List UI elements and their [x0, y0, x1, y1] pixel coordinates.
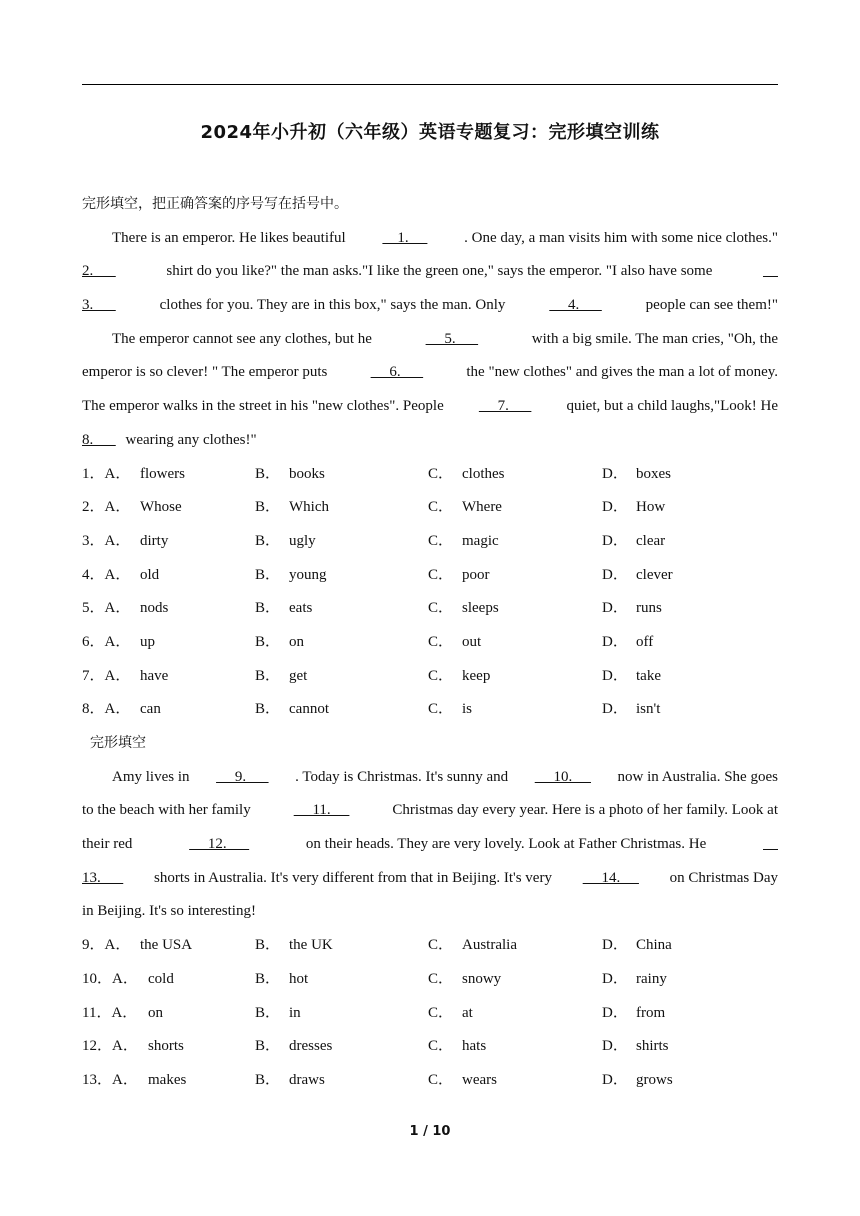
option-d: How	[636, 499, 666, 516]
question-number: 6．A．	[82, 633, 131, 650]
option-d-letter: D．	[602, 970, 628, 987]
option-a: on	[148, 1004, 163, 1021]
option-d: off	[636, 633, 654, 650]
blank-10: 10.	[534, 768, 591, 785]
passage-line: to the beach with her family 11. Christmas day every year. Here is a photo of her family. Look at	[82, 794, 778, 828]
option-d: shirts	[636, 1038, 669, 1055]
blank-7: 7.	[478, 398, 532, 415]
passage-line: Amy lives in 9. . Today is Christmas. It's sunny and 10. now in Australia. She goes	[82, 761, 778, 795]
option-c: snowy	[462, 970, 502, 987]
option-d-letter: D．	[602, 499, 628, 516]
question-number: 3．A．	[82, 532, 131, 549]
option-d: rainy	[636, 970, 667, 987]
question-number: 7．A．	[82, 667, 131, 684]
blank-3: 3.	[82, 297, 116, 314]
blank-12: 12.	[189, 836, 250, 853]
option-b: young	[289, 566, 327, 583]
question-number: 8．A．	[82, 701, 131, 718]
option-row	[82, 693, 778, 727]
question-number: 1．A．	[82, 465, 131, 482]
option-c-letter: C．	[428, 465, 454, 482]
blank-13-start	[763, 828, 778, 862]
option-b: on	[289, 633, 304, 650]
option-c-letter: C．	[428, 701, 454, 718]
question-number: 13．A．	[82, 1071, 138, 1088]
option-b-letter: B．	[255, 600, 281, 617]
option-c-letter: C．	[428, 667, 454, 684]
options-list	[82, 458, 778, 728]
passage-line: 2. shirt do you like?" the man asks."I like the green one," says the emperor. "I also have some	[82, 255, 778, 289]
question-number: 5．A．	[82, 600, 131, 617]
option-d-letter: D．	[602, 701, 628, 718]
option-c: Australia	[462, 937, 517, 954]
option-b-letter: B．	[255, 667, 281, 684]
option-c: hats	[462, 1038, 487, 1055]
blank-9: 9.	[216, 768, 269, 785]
blank-3-start	[763, 255, 778, 289]
option-c: sleeps	[462, 600, 499, 617]
blank-5: 5.	[425, 330, 479, 347]
option-row	[82, 491, 778, 525]
option-a: flowers	[140, 465, 185, 482]
option-row	[82, 660, 778, 694]
option-b-letter: B．	[255, 1071, 281, 1088]
header-rule	[82, 84, 778, 85]
option-d-letter: D．	[602, 532, 628, 549]
passage-line: 3. clothes for you. They are in this box," says the man. Only 4. people can see them!"	[82, 289, 778, 323]
blank-8: 8.	[82, 431, 116, 448]
blank-1: 1.	[382, 229, 428, 246]
option-d-letter: D．	[602, 633, 628, 650]
page-title: 2024年小升初（六年级）英语专题复习：完形填空训练	[200, 122, 660, 143]
option-a: have	[140, 667, 169, 684]
option-d: from	[636, 1004, 666, 1021]
passage-line: 8. wearing any clothes!"	[82, 431, 257, 448]
option-d-letter: D．	[602, 1038, 628, 1055]
option-c-letter: C．	[428, 1038, 454, 1055]
question-number: 4．A．	[82, 566, 131, 583]
option-b: eats	[289, 600, 313, 617]
option-c-letter: C．	[428, 1071, 454, 1088]
blank-13: 13.	[82, 869, 124, 886]
option-row	[82, 525, 778, 559]
option-d: grows	[636, 1071, 673, 1088]
passage-line: their red 12. on their heads. They are very lovely. Look at Father Christmas. He	[82, 828, 778, 862]
option-a: old	[140, 566, 160, 583]
passage-line: 13. shorts in Australia. It's very different from that in Beijing. It's very 14. on Christmas Day	[82, 862, 778, 896]
question-number: 9．A．	[82, 937, 131, 954]
option-c-letter: C．	[428, 499, 454, 516]
option-a: nods	[140, 600, 169, 617]
option-c: clothes	[462, 465, 505, 482]
option-c: at	[462, 1004, 473, 1021]
exercise-1	[82, 188, 778, 1098]
option-a: Whose	[140, 499, 182, 516]
option-b-letter: B．	[255, 937, 281, 954]
option-b: dresses	[289, 1038, 333, 1055]
option-a: makes	[148, 1071, 187, 1088]
option-row	[82, 592, 778, 626]
blank-11: 11.	[293, 802, 350, 819]
option-c-letter: C．	[428, 600, 454, 617]
question-number: 2．A．	[82, 499, 131, 516]
option-b: cannot	[289, 701, 329, 718]
option-c: out	[462, 633, 482, 650]
option-a: cold	[148, 970, 174, 987]
option-c-letter: C．	[428, 532, 454, 549]
option-c: keep	[462, 667, 491, 684]
option-row	[82, 1064, 778, 1098]
passage-line: The emperor walks in the street in his "new clothes". People 7. quiet, but a child laughs,"Look! He	[82, 390, 778, 424]
option-d-letter: D．	[602, 600, 628, 617]
option-d-letter: D．	[602, 465, 628, 482]
option-row	[82, 559, 778, 593]
option-b: ugly	[289, 532, 316, 549]
passage-line: The emperor cannot see any clothes, but he 5. with a big smile. The man cries, "Oh, the	[82, 323, 778, 357]
question-number: 11．A．	[82, 1004, 138, 1021]
option-b: the UK	[289, 937, 333, 954]
option-row	[82, 963, 778, 997]
option-d: China	[636, 937, 672, 954]
option-b-letter: B．	[255, 633, 281, 650]
option-a: the USA	[140, 937, 193, 954]
option-b-letter: B．	[255, 970, 281, 987]
option-a: up	[140, 633, 155, 650]
option-row	[82, 1030, 778, 1064]
option-b: in	[289, 1004, 301, 1021]
passage-line: in Beijing. It's so interesting!	[82, 903, 256, 920]
passage-line: There is an emperor. He likes beautiful 1. . One day, a man visits him with some nice clothes."	[82, 222, 778, 256]
option-c: magic	[462, 532, 499, 549]
option-d-letter: D．	[602, 1004, 628, 1021]
option-b-letter: B．	[255, 1038, 281, 1055]
option-row	[82, 929, 778, 963]
option-b: Which	[289, 499, 329, 516]
question-number: 10．A．	[82, 970, 138, 987]
option-row	[82, 458, 778, 492]
page-number: 1 / 10	[409, 1124, 451, 1139]
option-c-letter: C．	[428, 970, 454, 987]
option-d-letter: D．	[602, 1071, 628, 1088]
option-b: get	[289, 667, 308, 684]
blank-2: 2.	[82, 263, 116, 280]
option-b-letter: B．	[255, 499, 281, 516]
option-d: clear	[636, 532, 666, 549]
option-d: runs	[636, 600, 662, 617]
option-c: Where	[462, 499, 502, 516]
option-b-letter: B．	[255, 1004, 281, 1021]
option-c-letter: C．	[428, 1004, 454, 1021]
option-c: poor	[462, 566, 490, 583]
option-d: boxes	[636, 465, 671, 482]
passage-line: emperor is so clever! " The emperor puts 6. the "new clothes" and gives the man a lot of money.	[82, 356, 778, 390]
option-b: draws	[289, 1071, 325, 1088]
blank-6: 6.	[370, 364, 424, 381]
question-number: 12．A．	[82, 1038, 138, 1055]
option-d-letter: D．	[602, 667, 628, 684]
option-c: is	[462, 701, 473, 718]
option-d: clever	[636, 566, 673, 583]
option-b-letter: B．	[255, 701, 281, 718]
option-d: take	[636, 667, 661, 684]
option-c-letter: C．	[428, 937, 454, 954]
blank-14: 14.	[582, 869, 639, 886]
section-heading: 完形填空	[90, 735, 146, 751]
option-b: hot	[289, 970, 309, 987]
option-c-letter: C．	[428, 633, 454, 650]
option-row	[82, 997, 778, 1031]
option-b: books	[289, 465, 325, 482]
option-c-letter: C．	[428, 566, 454, 583]
option-d-letter: D．	[602, 566, 628, 583]
option-c: wears	[462, 1071, 497, 1088]
option-row	[82, 626, 778, 660]
option-a: dirty	[140, 532, 169, 549]
option-a: shorts	[148, 1038, 184, 1055]
option-a: can	[140, 701, 161, 718]
option-b-letter: B．	[255, 532, 281, 549]
blank-4: 4.	[549, 297, 602, 314]
options-list	[82, 929, 778, 1097]
option-b-letter: B．	[255, 566, 281, 583]
option-d: isn't	[636, 701, 661, 718]
option-b-letter: B．	[255, 465, 281, 482]
option-d-letter: D．	[602, 937, 628, 954]
instruction: 完形填空，把正确答案的序号写在括号中。	[82, 196, 348, 212]
